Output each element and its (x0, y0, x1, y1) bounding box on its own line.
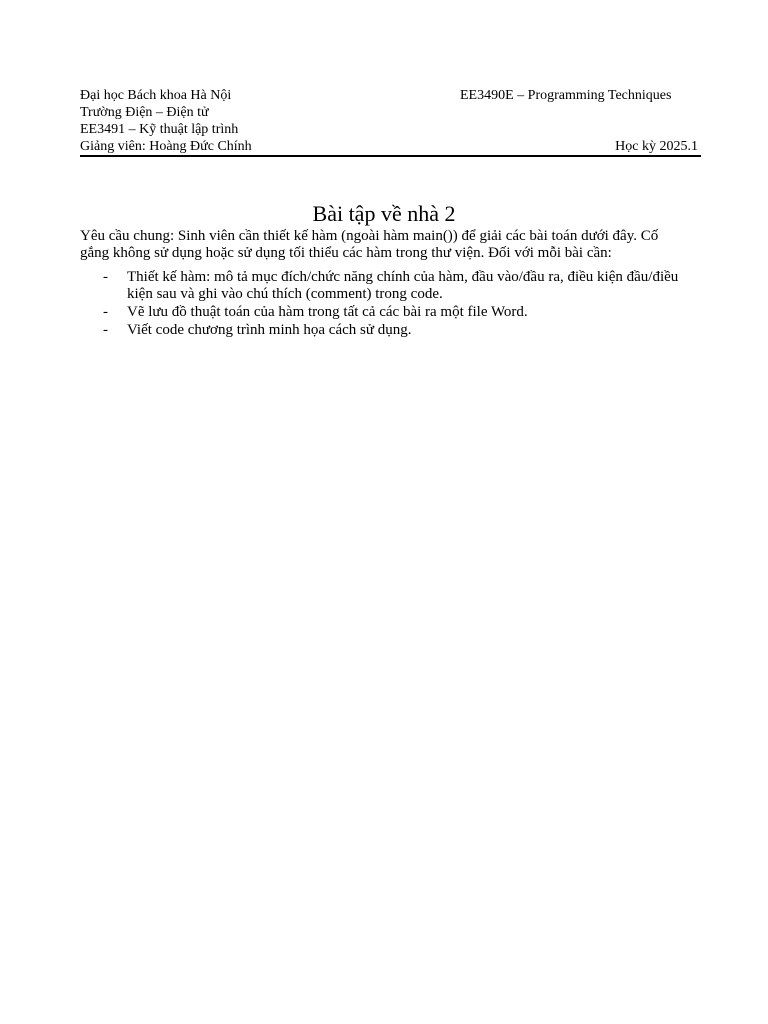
header-row-3 (80, 121, 701, 138)
requirement-text: Thiết kế hàm: mô tả mục đích/chức năng chính của hàm, đầu vào/đầu ra, điều kiện đầu/điều kiện sau và ghi vào chú thích (comment) trong code. (127, 269, 679, 302)
requirements-list (80, 269, 680, 340)
header-row-2 (80, 104, 701, 121)
semester-label: Học kỳ 2025.1 (615, 139, 698, 154)
header-row-1 (80, 87, 701, 104)
course-english-name: EE3490E – Programming Techniques (460, 88, 672, 103)
bullet-dash: - (103, 322, 108, 338)
list-item (80, 269, 680, 303)
requirement-text: Vẽ lưu đồ thuật toán của hàm trong tất cả các bài ra một file Word. (127, 304, 528, 320)
bullet-dash: - (103, 304, 108, 320)
general-requirements-paragraph: Yêu cầu chung: Sinh viên cần thiết kế hàm (ngoài hàm main()) để giải các bài toán dưới đây. Cố gắng không sử dụng hoặc sử dụng tối thiểu các hàm trong thư viện. Đối với mỗi bài cần: (80, 228, 659, 261)
bullet-dash: - (103, 269, 108, 285)
header-divider (80, 155, 701, 157)
list-item (80, 322, 680, 339)
header-row-4 (80, 138, 701, 155)
list-item (80, 304, 680, 321)
requirement-text: Viết code chương trình minh họa cách sử dụng. (127, 322, 412, 338)
school-name: Trường Điện – Điện tử (80, 105, 209, 120)
lecturer-name: Giảng viên: Hoàng Đức Chính (80, 139, 252, 154)
university-name: Đại học Bách khoa Hà Nội (80, 88, 232, 103)
course-vietnamese-name: EE3491 – Kỹ thuật lập trình (80, 122, 239, 137)
document-header (80, 87, 701, 155)
document-title: Bài tập về nhà 2 (312, 201, 456, 226)
